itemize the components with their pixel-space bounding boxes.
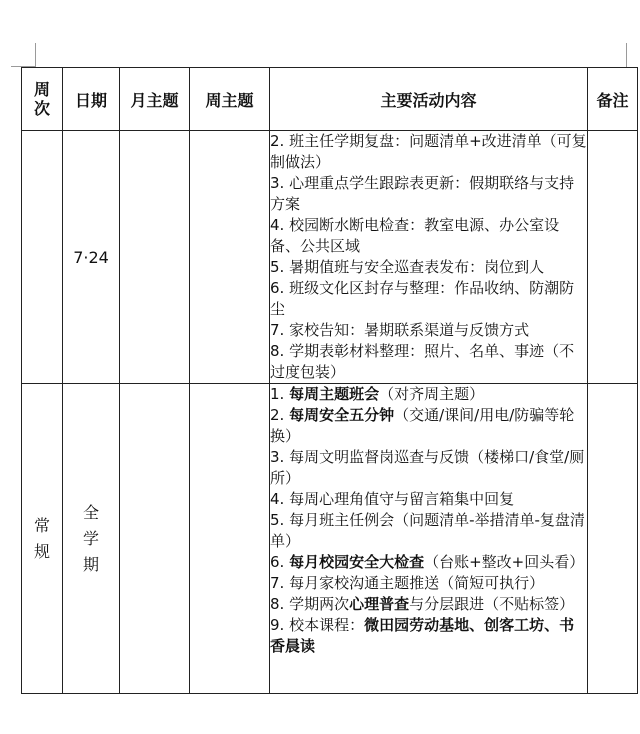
table-row	[22, 384, 638, 694]
activity-plan-table	[21, 67, 638, 694]
header-week-theme: 周主题	[190, 68, 270, 131]
list-item: 8. 学期表彰材料整理：照片、名单、事迹（不过度包装）	[270, 342, 575, 381]
list-item: 6. 班级文化区封存与整理：作品收纳、防潮防尘	[270, 279, 575, 318]
crop-mark-left-vertical	[35, 43, 36, 67]
row1-activities-cell	[270, 131, 588, 384]
row1-week-cell	[22, 131, 63, 384]
list-item: 5. 暑期值班与安全巡查表发布：岗位到人	[270, 258, 545, 276]
list-item: 7. 每月家校沟通主题推送（简短可执行）	[270, 574, 545, 592]
table-header-row	[22, 68, 638, 131]
list-item: 4. 校园断水断电检查：教室电源、办公室设备、公共区域	[270, 216, 560, 255]
list-item: 7. 家校告知：暑期联系渠道与反馈方式	[270, 321, 530, 339]
row2-activities-cell	[270, 384, 588, 694]
row1-remarks-cell	[588, 131, 638, 384]
header-week: 周 次	[22, 68, 63, 131]
list-item: 8. 学期两次心理普查与分层跟进（不贴标签）	[270, 595, 575, 613]
list-item: 9. 校本课程：微田园劳动基地、创客工坊、书香晨读	[270, 616, 575, 655]
crop-mark-right-vertical	[626, 43, 627, 67]
list-item: 5. 每月班主任例会（问题清单-举措清单-复盘清单）	[270, 511, 585, 550]
row1-month-theme-cell	[120, 131, 190, 384]
row1-week-theme-cell	[190, 131, 270, 384]
row1-date-cell: 7·24	[63, 131, 120, 384]
list-item: 4. 每周心理角值守与留言箱集中回复	[270, 490, 515, 508]
list-item: 2. 每周安全五分钟（交通/课间/用电/防骗等轮换）	[270, 406, 575, 445]
row2-date-cell: 全 学 期	[63, 384, 120, 694]
row2-month-theme-cell	[120, 384, 190, 694]
header-activities: 主要活动内容	[270, 68, 588, 131]
list-item: 6. 每月校园安全大检查（台账+整改+回头看）	[270, 553, 585, 571]
row2-remarks-cell	[588, 384, 638, 694]
list-item: 2. 班主任学期复盘：问题清单+改进清单（可复制做法）	[270, 132, 587, 171]
header-month-theme: 月主题	[120, 68, 190, 131]
list-item: 3. 心理重点学生跟踪表更新：假期联络与支持方案	[270, 174, 575, 213]
row2-week-theme-cell	[190, 384, 270, 694]
row2-week-cell: 常 规	[22, 384, 63, 694]
header-date: 日期	[63, 68, 120, 131]
table-row	[22, 131, 638, 384]
header-remarks: 备注	[588, 68, 638, 131]
list-item: 1. 每周主题班会（对齐周主题）	[270, 385, 485, 403]
list-item: 3. 每周文明监督岗巡查与反馈（楼梯口/食堂/厕所）	[270, 448, 585, 487]
